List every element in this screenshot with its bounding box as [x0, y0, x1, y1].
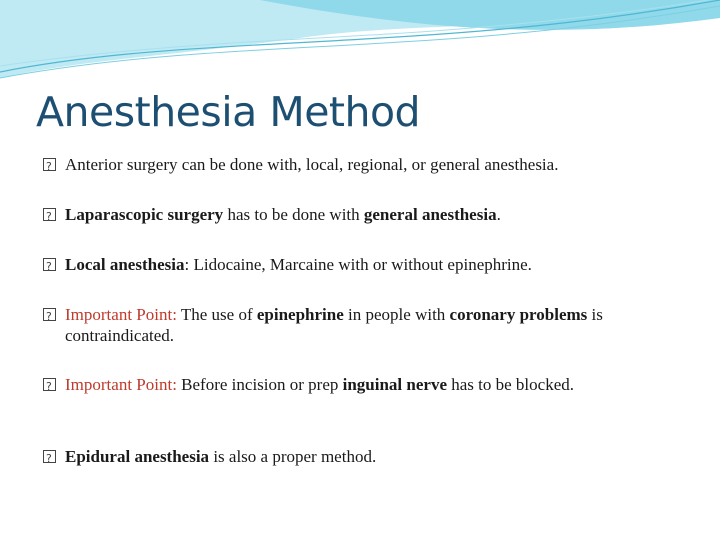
bullet-text: has to be blocked.: [447, 375, 574, 394]
bullet-text: Anterior surgery can be done with, local, regional, or general anesthesia.: [65, 155, 559, 174]
bullet-item: [43, 374, 683, 395]
emphasis-text: coronary problems: [449, 305, 588, 324]
emphasis-text: general anesthesia: [363, 205, 497, 224]
emphasis-text: Laparascopic surgery: [65, 205, 224, 224]
checkbox-glyph-icon: [43, 308, 56, 321]
checkbox-glyph-icon: [43, 450, 56, 463]
emphasis-text: Epidural anesthesia: [65, 447, 210, 466]
bullet-item: [43, 304, 683, 346]
emphasis-text: Local anesthesia: [65, 255, 185, 274]
bullet-item: [43, 254, 683, 275]
emphasis-text: inguinal nerve: [342, 375, 447, 394]
bullet-item: [43, 204, 683, 225]
checkbox-glyph-icon: [43, 158, 56, 171]
bullet-text: : Lidocaine, Marcaine with or without epinephrine.: [184, 255, 532, 274]
bullet-item: [43, 154, 683, 175]
bullet-text: .: [496, 205, 501, 224]
important-label: Important Point:: [65, 375, 177, 394]
slide-title: Anesthesia Method: [36, 88, 421, 136]
bullet-text: has to be done with: [223, 205, 364, 224]
bullet-item: [43, 446, 683, 467]
bullet-text: Before incision or prep: [176, 375, 343, 394]
bullet-text: is also a proper method.: [209, 447, 377, 466]
emphasis-text: epinephrine: [256, 305, 344, 324]
checkbox-glyph-icon: [43, 378, 56, 391]
bullet-text: The use of: [176, 305, 257, 324]
checkbox-glyph-icon: [43, 208, 56, 221]
bullet-text: in people with: [343, 305, 450, 324]
checkbox-glyph-icon: [43, 258, 56, 271]
bullet-text: is contraindicated.: [65, 305, 603, 345]
header-swoosh-decoration: [0, 0, 720, 90]
important-label: Important Point:: [65, 305, 177, 324]
